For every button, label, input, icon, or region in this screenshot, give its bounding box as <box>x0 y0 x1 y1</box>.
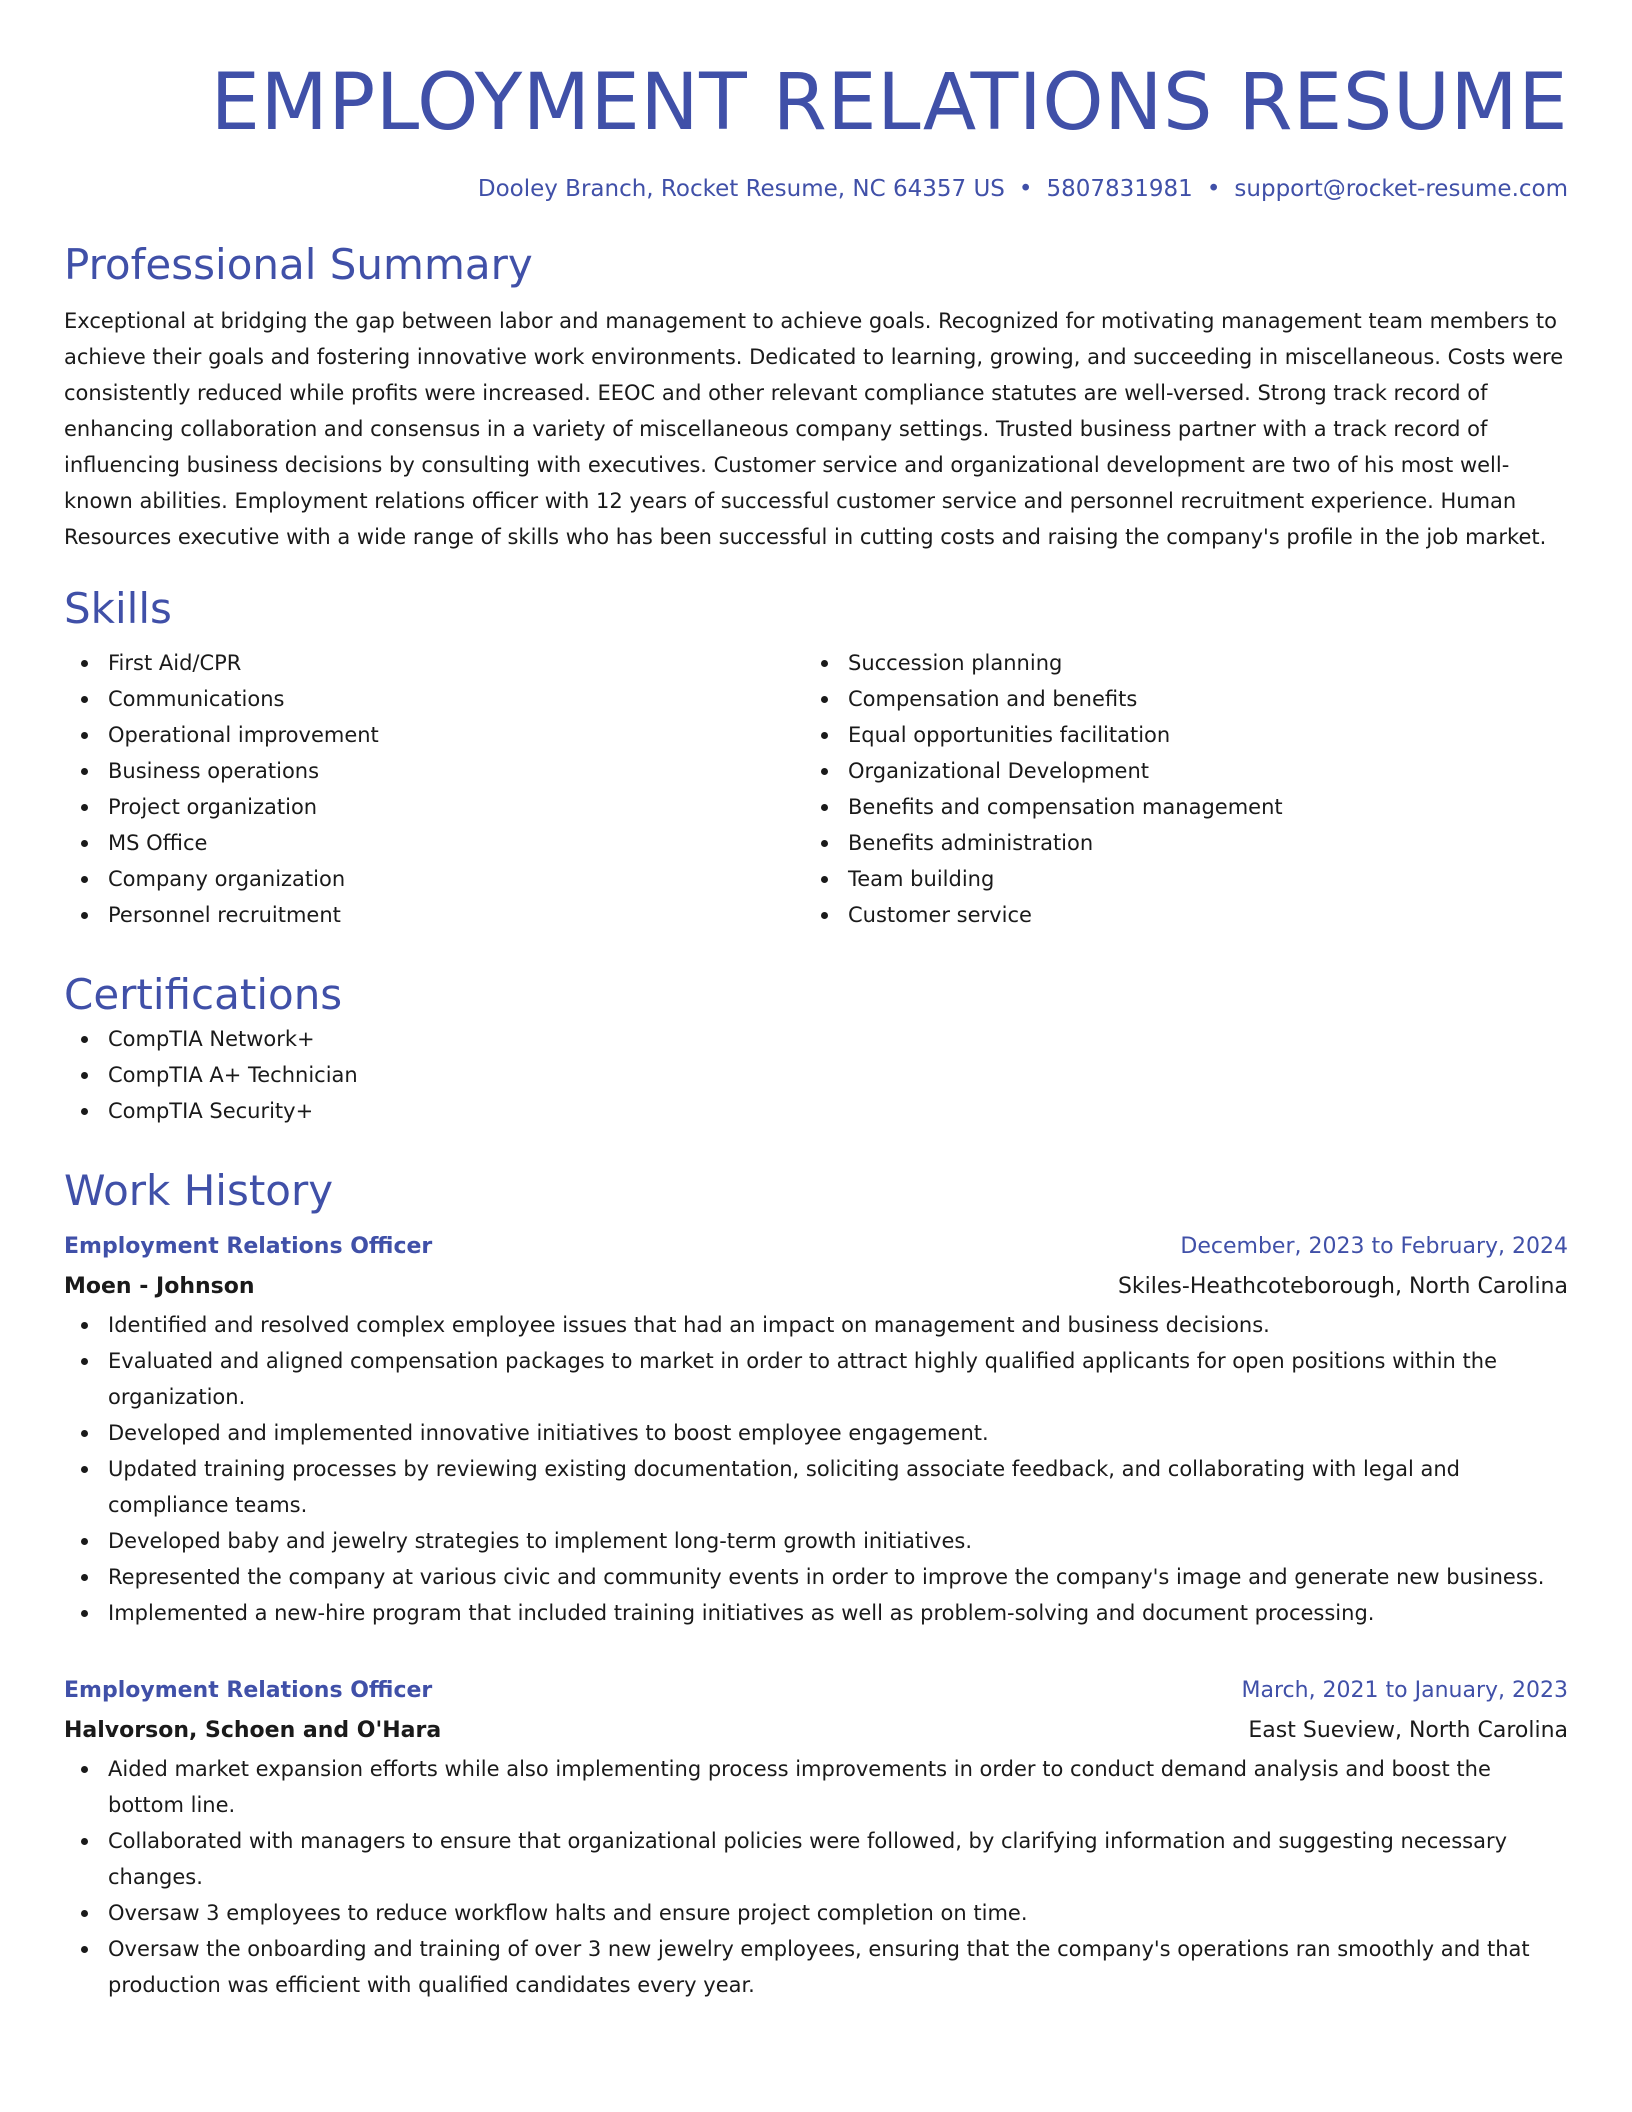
bullet-dot <box>81 1072 88 1079</box>
skill-item: Benefits administration <box>848 825 1544 861</box>
bullet-dot <box>81 1838 88 1845</box>
job-company: Halvorson, Schoen and O'Hara <box>64 1718 442 1743</box>
contact-address: Dooley Branch, Rocket Resume, NC 64357 US <box>477 176 1005 202</box>
skill-item: MS Office <box>108 825 804 861</box>
bullet-dot <box>821 660 828 667</box>
certification-item: CompTIA Security+ <box>108 1093 1568 1129</box>
bullet-dot <box>81 840 88 847</box>
bullet-dot <box>81 696 88 703</box>
skill-item: Customer service <box>848 897 1544 933</box>
job-dates: March, 2021 to January, 2023 <box>1241 1678 1568 1703</box>
bullet-dot <box>81 1538 88 1545</box>
skill-item: Operational improvement <box>108 717 804 753</box>
job-header-row <box>64 1227 1568 1267</box>
skill-item: Equal opportunities facilitation <box>848 717 1544 753</box>
skill-item: Compensation and benefits <box>848 681 1544 717</box>
job-bullet: Evaluated and aligned compensation packages to market in order to attract highly qualified applicants for open positions within the organization. <box>108 1343 1568 1415</box>
bullet-dot <box>81 768 88 775</box>
bullet-dot <box>821 912 828 919</box>
section-title-work-history: Work History <box>64 1166 334 1215</box>
contact-separator: • <box>1018 176 1033 202</box>
job-bullet: Updated training processes by reviewing existing documentation, soliciting associate feedback, and collaborating with legal and compliance teams. <box>108 1451 1568 1523</box>
job-company: Moen - Johnson <box>64 1274 255 1299</box>
bullet-dot <box>81 1466 88 1473</box>
job-company-row <box>64 1711 1568 1751</box>
skill-item: Team building <box>848 861 1544 897</box>
contact-email: support@rocket-resume.com <box>1234 176 1568 202</box>
bullet-dot <box>821 696 828 703</box>
bullet-dot <box>821 768 828 775</box>
job-entry <box>64 1227 1568 1631</box>
job-company-row <box>64 1267 1568 1307</box>
job-title: Employment Relations Officer <box>64 1234 433 1259</box>
skill-item: Succession planning <box>848 645 1544 681</box>
bullet-dot <box>821 876 828 883</box>
skill-item: Benefits and compensation management <box>848 789 1544 825</box>
job-bullet-list <box>64 1307 1568 1631</box>
job-bullet: Collaborated with managers to ensure that organizational policies were followed, by clarifying information and suggesting necessary changes. <box>108 1823 1568 1895</box>
bullet-dot <box>821 840 828 847</box>
skill-item: Project organization <box>108 789 804 825</box>
job-bullet: Implemented a new-hire program that included training initiatives as well as problem-solving and document processing. <box>108 1595 1568 1631</box>
section-title-certifications: Certifications <box>64 970 343 1019</box>
job-header-row <box>64 1671 1568 1711</box>
bullet-dot <box>81 1358 88 1365</box>
job-bullet: Oversaw 3 employees to reduce workflow halts and ensure project completion on time. <box>108 1895 1568 1931</box>
certification-item: CompTIA A+ Technician <box>108 1057 1568 1093</box>
bullet-dot <box>81 804 88 811</box>
skills-column-right <box>804 645 1544 933</box>
resume-title: EMPLOYMENT RELATIONS RESUME <box>210 58 1568 148</box>
skill-item: Business operations <box>108 753 804 789</box>
summary-text: Exceptional at bridging the gap between labor and management to achieve goals. Recognized for motivating management team members to achieve their goals and fostering innovative work environments. Dedicated to learning, growing, and succeeding in miscellaneous. Costs were consistently reduced while profits were increased. EEOC and other relevant compliance statutes are well-versed. Strong track record of enhancing collaboration and consensus in a variety of miscellaneous company settings. Trusted business partner with a track record of influencing business decisions by consulting with executives. Customer service and organizational development are two of his most well-known abilities. Employment relations officer with 12 years of successful customer service and personnel recruitment experience. Human Resources executive with a wide range of skills who has been successful in cutting costs and raising the company's profile in the job market. <box>64 309 1564 549</box>
job-title: Employment Relations Officer <box>64 1678 433 1703</box>
bullet-dot <box>81 1322 88 1329</box>
bullet-dot <box>81 1036 88 1043</box>
contact-phone: 5807831981 <box>1046 176 1193 202</box>
bullet-dot <box>81 912 88 919</box>
job-bullet: Developed baby and jewelry strategies to implement long-term growth initiatives. <box>108 1523 1568 1559</box>
job-bullet-list <box>64 1751 1568 2003</box>
job-location: East Sueview, North Carolina <box>1248 1718 1568 1743</box>
bullet-dot <box>81 732 88 739</box>
job-dates: December, 2023 to February, 2024 <box>1180 1234 1568 1259</box>
job-bullet: Oversaw the onboarding and training of over 3 new jewelry employees, ensuring that the company's operations ran smoothly and that production was efficient with qualified candidates every year. <box>108 1931 1568 2003</box>
contact-separator: • <box>1206 176 1221 202</box>
section-title-summary: Professional Summary <box>64 240 533 289</box>
bullet-dot <box>81 1766 88 1773</box>
bullet-dot <box>81 1574 88 1581</box>
bullet-dot <box>821 804 828 811</box>
job-bullet: Aided market expansion efforts while also implementing process improvements in order to conduct demand analysis and boost the bottom line. <box>108 1751 1568 1823</box>
bullet-dot <box>81 1108 88 1115</box>
job-bullet: Identified and resolved complex employee issues that had an impact on management and business decisions. <box>108 1307 1568 1343</box>
bullet-dot <box>81 1610 88 1617</box>
certification-list <box>64 1021 1568 1129</box>
bullet-dot <box>81 1946 88 1953</box>
skills-grid <box>64 645 1568 933</box>
job-entry <box>64 1671 1568 2003</box>
skills-column-left <box>64 645 804 933</box>
bullet-dot <box>81 1910 88 1917</box>
skill-item: First Aid/CPR <box>108 645 804 681</box>
skill-item: Organizational Development <box>848 753 1544 789</box>
job-bullet: Represented the company at various civic and community events in order to improve the company's image and generate new business. <box>108 1559 1568 1595</box>
certification-item: CompTIA Network+ <box>108 1021 1568 1057</box>
bullet-dot <box>81 1430 88 1437</box>
bullet-dot <box>81 876 88 883</box>
skill-item: Company organization <box>108 861 804 897</box>
bullet-dot <box>821 732 828 739</box>
bullet-dot <box>81 660 88 667</box>
job-location: Skiles-Heathcoteborough, North Carolina <box>1117 1274 1568 1299</box>
skill-item: Communications <box>108 681 804 717</box>
contact-line <box>64 173 1568 205</box>
job-bullet: Developed and implemented innovative initiatives to boost employee engagement. <box>108 1415 1568 1451</box>
skill-item: Personnel recruitment <box>108 897 804 933</box>
section-title-skills: Skills <box>64 584 172 633</box>
